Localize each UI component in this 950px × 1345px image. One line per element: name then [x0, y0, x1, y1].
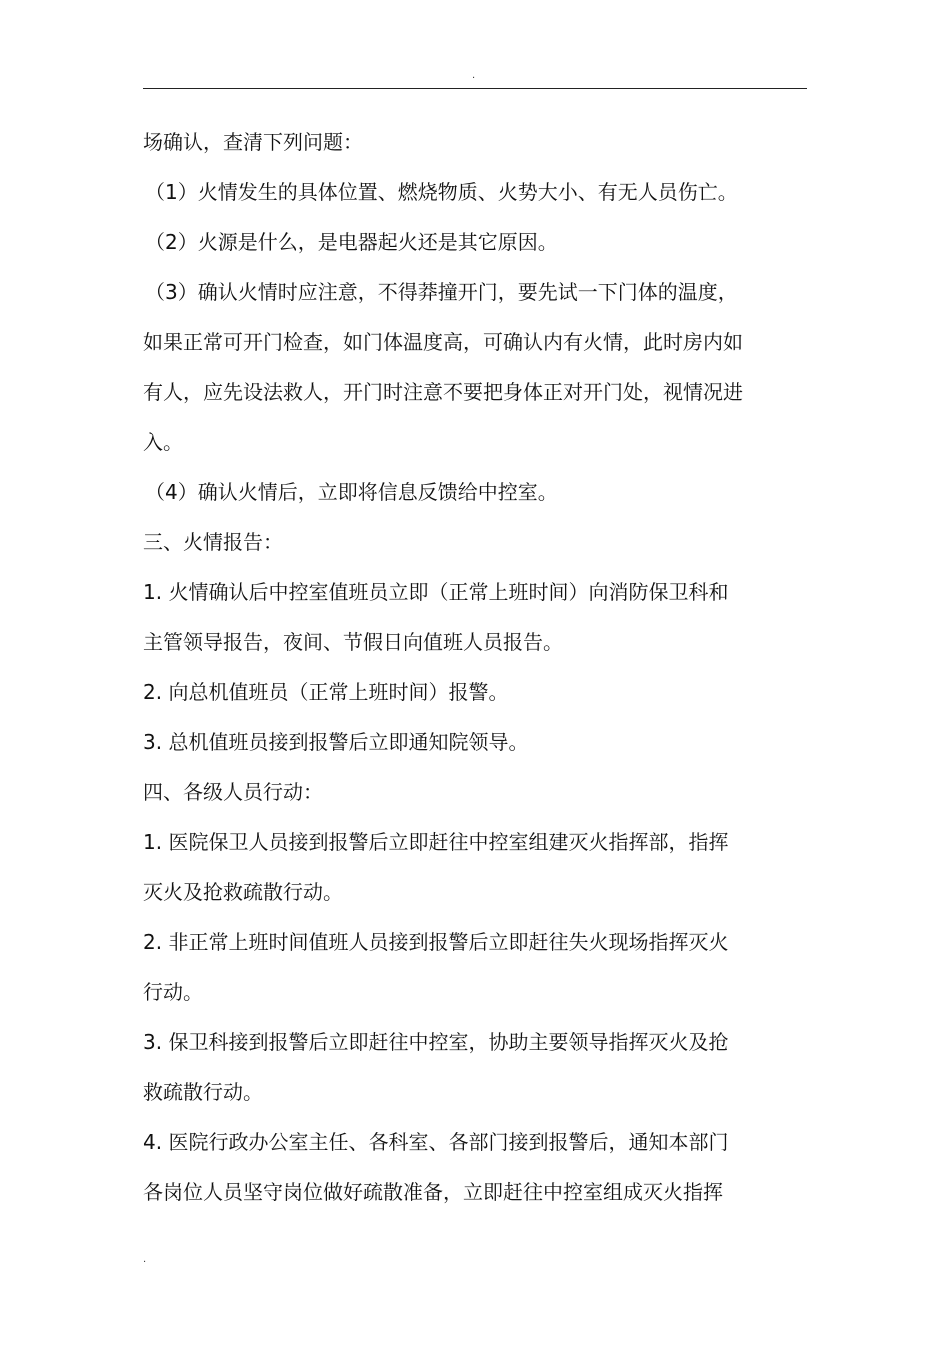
text-line: 如果正常可开门检查，如门体温度高，可确认内有火情，此时房内如	[143, 330, 743, 354]
section-heading: 三、火情报告：	[143, 530, 283, 554]
text-line: 救疏散行动。	[143, 1080, 263, 1104]
text-line: 2. 向总机值班员（正常上班时间）报警。	[143, 680, 509, 704]
text-line: 3. 总机值班员接到报警后立即通知院领导。	[143, 730, 529, 754]
header-rule	[143, 88, 807, 89]
text-line: （3）确认火情时应注意，不得莽撞开门，要先试一下门体的温度，	[145, 280, 738, 304]
document-body	[143, 117, 783, 1217]
text-line: 4. 医院行政办公室主任、各科室、各部门接到报警后，通知本部门	[143, 1130, 729, 1154]
text-line: 1. 医院保卫人员接到报警后立即赶往中控室组建灭火指挥部，指挥	[143, 830, 729, 854]
footer-mark: .	[143, 1254, 147, 1265]
text-line: （1）火情发生的具体位置、燃烧物质、火势大小、有无人员伤亡。	[145, 180, 738, 204]
section-heading: 四、各级人员行动：	[143, 780, 323, 804]
text-line: 3. 保卫科接到报警后立即赶往中控室，协助主要领导指挥灭火及抢	[143, 1030, 729, 1054]
text-line: 灭火及抢救疏散行动。	[143, 880, 343, 904]
text-line: （4）确认火情后，立即将信息反馈给中控室。	[145, 480, 558, 504]
text-line: 各岗位人员坚守岗位做好疏散准备，立即赶往中控室组成灭火指挥	[143, 1180, 723, 1204]
text-line: 主管领导报告，夜间、节假日向值班人员报告。	[143, 630, 563, 654]
text-line: （2）火源是什么，是电器起火还是其它原因。	[145, 230, 558, 254]
text-line: 1. 火情确认后中控室值班员立即（正常上班时间）向消防保卫科和	[143, 580, 729, 604]
text-line: 有人，应先设法救人，开门时注意不要把身体正对开门处，视情况进	[143, 380, 743, 404]
text-line: 入。	[143, 430, 183, 454]
text-line: 场确认，查清下列问题：	[143, 130, 363, 154]
text-line: 2. 非正常上班时间值班人员接到报警后立即赶往失火现场指挥灭火	[143, 930, 729, 954]
header-mark: .	[472, 70, 476, 81]
text-line: 行动。	[143, 980, 203, 1004]
